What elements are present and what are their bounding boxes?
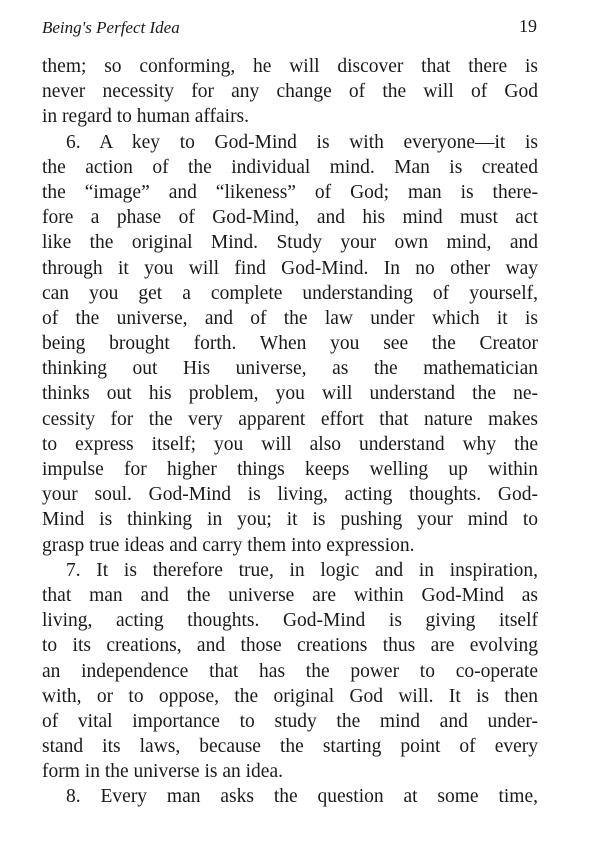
text-line: like the original Mind. Study your own mind, and	[42, 232, 538, 254]
text-line: that man and the universe are within God-Mind as	[42, 584, 538, 606]
text-line: of vital importance to study the mind and under-	[42, 710, 538, 732]
text-line: being brought forth. When you see the Creator	[42, 333, 538, 355]
text-line: to its creations, and those creations thus are evolving	[42, 635, 538, 657]
text-line: 6. A key to God-Mind is with everyone—it is	[66, 131, 538, 153]
text-line: never necessity for any change of the will of God	[42, 81, 538, 103]
text-line: grasp true ideas and carry them into expression.	[42, 534, 415, 556]
text-line: your soul. God-Mind is living, acting thoughts. God-	[42, 484, 538, 506]
text-line: with, or to oppose, the original God will. It is then	[42, 685, 538, 707]
text-line: the “image” and “likeness” of God; man is there-	[42, 181, 538, 203]
text-line: Mind is thinking in you; it is pushing your mind to	[42, 509, 538, 531]
text-line: cessity for the very apparent effort that nature makes	[42, 408, 538, 430]
text-line: of the universe, and of the law under which it is	[42, 307, 538, 329]
text-line: the action of the individual mind. Man is created	[42, 156, 538, 178]
text-line: impulse for higher things keeps welling up within	[42, 459, 538, 480]
running-title: Being's Perfect Idea	[42, 18, 180, 37]
text-line: thinking out His universe, as the mathematician	[42, 358, 538, 380]
text-line: an independence that has the power to co-operate	[42, 660, 538, 682]
text-line: to express itself; you will also understand why the	[42, 433, 538, 455]
text-line: stand its laws, because the starting point of every	[42, 736, 538, 758]
text-line: thinks out his problem, you will understand the ne-	[42, 383, 538, 405]
text-line: fore a phase of God-Mind, and his mind must act	[42, 207, 538, 229]
body-text	[42, 54, 538, 810]
text-line: form in the universe is an idea.	[42, 761, 283, 783]
text-line: 7. It is therefore true, in logic and in inspiration,	[66, 559, 538, 581]
text-line: 8. Every man asks the question at some time,	[66, 786, 538, 808]
text-line: in regard to human affairs.	[42, 106, 250, 128]
page-number: 19	[519, 16, 537, 36]
text-line: can you get a complete understanding of yourself,	[42, 282, 538, 304]
text-line: them; so conforming, he will discover that there is	[42, 56, 538, 77]
text-line: through it you will find God-Mind. In no other way	[42, 257, 538, 279]
text-line: living, acting thoughts. God-Mind is giving itself	[42, 610, 538, 632]
